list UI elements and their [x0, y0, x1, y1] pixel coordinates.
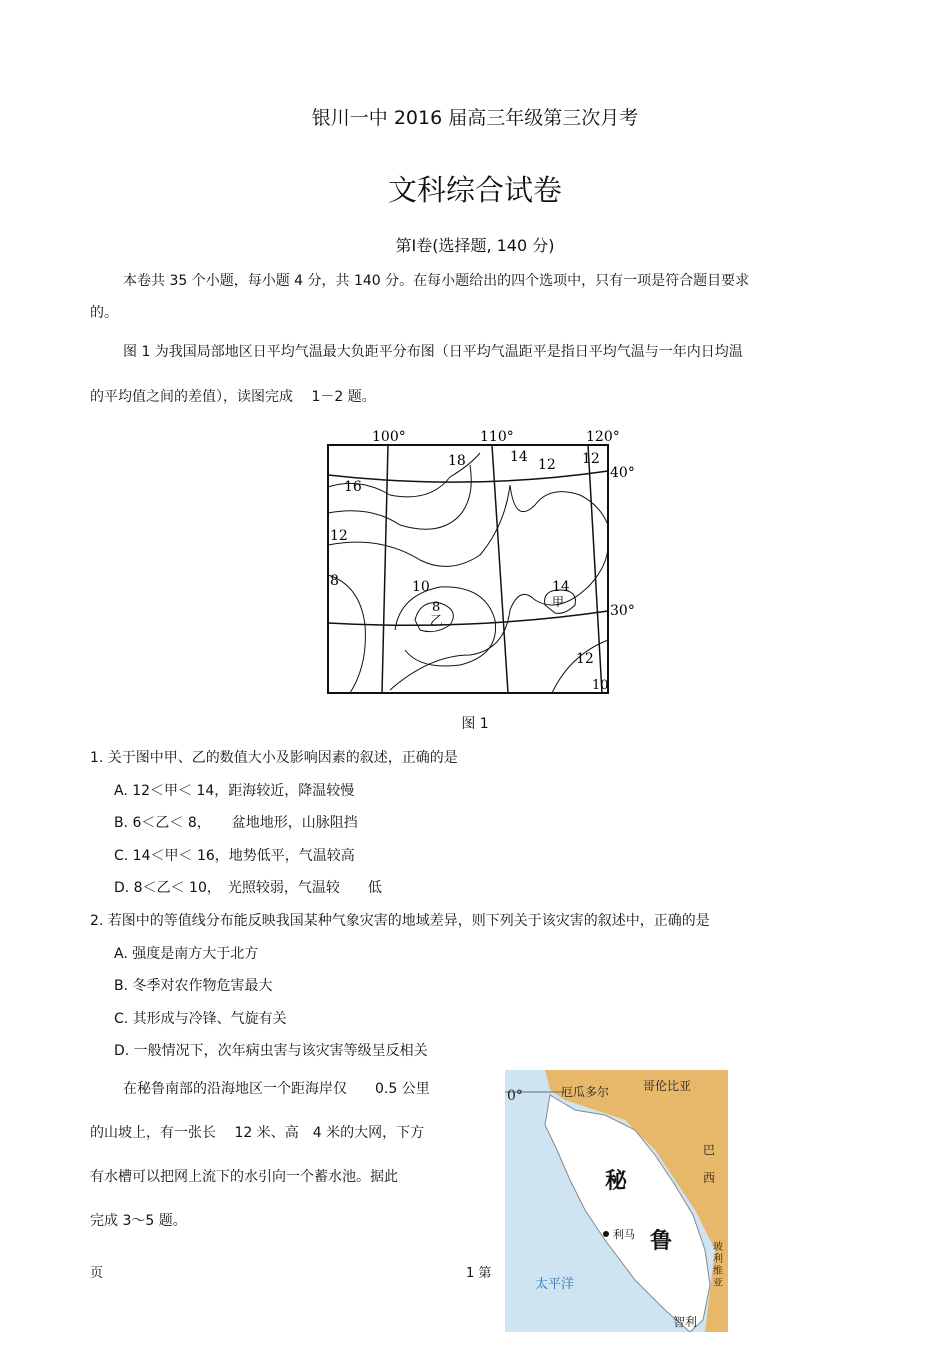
passage-line-4: 完成 3～5 题。: [90, 1213, 187, 1229]
q2-option-d: D. 一般情况下，次年病虫害与该灾害等级呈反相关: [114, 1043, 428, 1059]
contour-label: 10: [412, 579, 430, 595]
figure-desc-line-2: 的平均值之间的差值），读图完成 1－2 题。: [90, 389, 376, 405]
map-label-brazil-2: 西: [703, 1171, 716, 1185]
contour-label: 14: [510, 449, 528, 465]
passage-line-3: 有水槽可以把网上流下的水引向一个蓄水池。据此: [90, 1169, 398, 1185]
q1-option-a: A. 12＜甲＜ 14，距海较近，降温较慢: [114, 783, 355, 799]
passage-line-2: 的山坡上，有一张长 12 米、高 4 米的大网，下方: [90, 1125, 425, 1141]
peru-map: [505, 1070, 728, 1332]
q1-option-b: B. 6＜乙＜ 8， 盆地地形，山脉阻挡: [114, 815, 358, 831]
lat-label-30: 30°: [610, 603, 635, 619]
paper-title: 文科综合试卷: [387, 173, 562, 207]
lon-label-120: 120°: [586, 429, 620, 445]
contour-label: 16: [344, 479, 362, 495]
map-lat-label: 0°: [507, 1088, 523, 1104]
contour-label: 12: [330, 528, 348, 544]
map-label-bolivia-1: 玻: [713, 1242, 723, 1253]
map-label-bolivia-3: 维: [713, 1266, 723, 1277]
contour-label: 12: [582, 451, 600, 467]
intro-line-1: 本卷共 35 个小题，每小题 4 分，共 140 分。在每小题给出的四个选项中，只有一项是符合题目要求: [123, 273, 750, 289]
contour-label: 12: [538, 457, 556, 473]
q2-stem: 2. 若图中的等值线分布能反映我国某种气象灾害的地域差异，则下列关于该灾害的叙述中，正确的是: [90, 913, 710, 929]
map-label-chile: 智利: [673, 1315, 698, 1329]
q1-option-d: D. 8＜乙＜ 10， 光照较弱，气温较 低: [114, 880, 382, 896]
map-label-pacific: 太平洋: [535, 1277, 575, 1292]
passage-line-1: 在秘鲁南部的沿海地区一个距海岸仅 0.5 公里: [123, 1081, 430, 1097]
map-label-peru-2: 鲁: [650, 1228, 673, 1254]
map-label-bolivia-4: 亚: [713, 1278, 723, 1289]
figure-1-isoline-map: [320, 425, 640, 700]
lat-label-40: 40°: [610, 465, 635, 481]
contour-label: 12: [576, 651, 594, 667]
map-label-bolivia-2: 利: [713, 1254, 723, 1265]
q1-option-c: C. 14＜甲＜ 16，地势低平，气温较高: [114, 848, 355, 864]
contour-label: 8: [432, 600, 441, 615]
point-label-jia: 甲: [552, 595, 565, 609]
map-label-peru-1: 秘: [605, 1168, 628, 1194]
point-label-yi: 乙: [430, 614, 444, 629]
section-title: 第Ⅰ卷(选择题, 140 分): [395, 236, 555, 255]
contour-label: 8: [330, 573, 339, 589]
figure-1-caption: 图 1: [461, 716, 489, 732]
map-label-lima: 利马: [613, 1228, 635, 1241]
q2-option-b: B. 冬季对农作物危害最大: [114, 978, 273, 994]
contour-label: 14: [552, 579, 570, 595]
contour-label: 10: [592, 678, 609, 693]
map-label-colombia: 哥伦比亚: [643, 1079, 692, 1093]
q2-option-c: C. 其形成与冷锋、气旋有关: [114, 1011, 287, 1027]
map-label-brazil-1: 巴: [703, 1143, 716, 1157]
footer-left: 页: [90, 1266, 104, 1281]
contour-label: 18: [448, 453, 466, 469]
q1-stem: 1. 关于图中甲、乙的数值大小及影响因素的叙述，正确的是: [90, 750, 458, 766]
lon-label-110: 110°: [480, 429, 514, 445]
map-label-ecuador: 厄瓜多尔: [561, 1085, 610, 1099]
intro-line-2: 的。: [90, 305, 118, 321]
lon-label-100: 100°: [372, 429, 406, 445]
q2-option-a: A. 强度是南方大于北方: [114, 946, 259, 962]
exam-title: 银川一中 2016 届高三年级第三次月考: [311, 107, 639, 129]
figure-desc-line-1: 图 1 为我国局部地区日平均气温最大负距平分布图（日平均气温距平是指日平均气温与一年内日均温: [123, 344, 743, 360]
footer-page-number: 1 第: [466, 1266, 492, 1281]
